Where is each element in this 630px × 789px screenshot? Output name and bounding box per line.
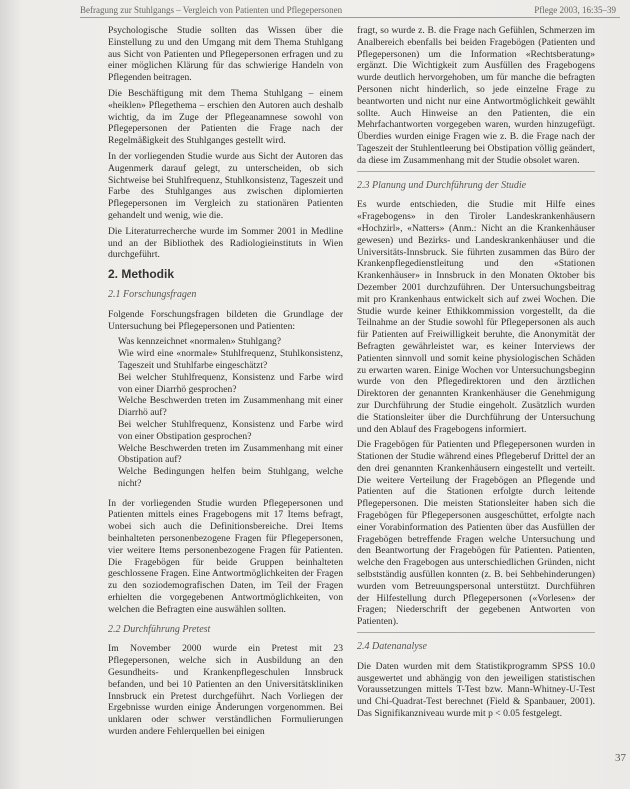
page-number: 37 (615, 752, 626, 764)
distribution-paragraph: Die Fragebögen für Patienten und Pflegepersonen wurden in Stationen der Studie während eines Pflegeberuf Drittel der an den drei genannten Krankenhäusern eingestellt und verteilt. Die weitere Verteilung der Fragebögen an Pflegende und Patienten auf die Stationen erfolgte durch leitende Pflegepersonen. Die meisten Stationsleiter haben sich die Fragebögen für Pflegepersonen ausgeschüttet, erfolgte nach einer Vorabinformation des Patienten über das Ausfüllen der Fragebögen betreffende Fragen welche Untersuchung und den Beantwortung der Fragebögen für Patienten. Patienten, welche den Fragebogen aus unterschiedlichen Gründen, nicht selbstständig ausfüllen konnten (z. B. bei Sehbehinderungen) wurden vom Betreuungspersonal unterstützt. Durchführen der Hilfestellung durch Pflegepersonen («Vorlesen» der Fragen; Niederschrift der gegebenen Antworten von Patienten). (357, 439, 595, 628)
research-question: Welche Bedingungen helfen beim Stuhlgang, welche nicht? (118, 466, 343, 489)
continuation-paragraph: fragt, so wurde z. B. die Frage nach Gefühlen, Schmerzen im Analbereich ebenfalls bei beiden Fragebögen (Patienten und Pflegepersonen) um die Information «Rechtsberatung» ergänzt. Die Wichtigkeit zum Ausfüllen des Fragebogens wurde deutlich hervorgehoben, um für manche die befragten Personen nicht hinderlich, so jede einzelne Frage zu beantworten und nicht nur eine Antwortmöglichkeit gewählt sollte. Auch Hinweise an den Patienten, die ein Mehrfachantworten vorgegeben waren, wurden hinzugefügt. Überdies wurden einige Fragen wie z. B. die Frage nach der Tageszeit der Stuhlentleerung bei Obstipation völlig geändert, da diese im Zusammenhang mit der Studie obsolet waren. (357, 25, 595, 166)
header-rule (80, 17, 620, 18)
running-head-title: Befragung zur Stuhlgangs – Vergleich von Patienten und Pflegepersonen (80, 5, 343, 15)
intro-paragraph: Psychologische Studie sollten das Wissen über die Einstellung zu und den Umgang mit dem Thema Stuhlgang aus Sicht von Patienten und Pflegepersonen erfragen und zu einer möglichen Klärung für das schwierige Handeln von Pflegenden beitragen. (108, 25, 343, 84)
research-question: Wie wird eine «normale» Stuhlfrequenz, Stuhlkonsistenz, Tageszeit und Stuhlfarbe eingeschätzt? (118, 348, 343, 371)
running-head (80, 2, 620, 18)
section-divider (357, 632, 595, 633)
subsection-heading-forschungsfragen: 2.1 Forschungsfragen (108, 288, 197, 300)
subsection-heading-datenanalyse: 2.4 Datenanalyse (357, 641, 427, 653)
planning-paragraph: Es wurde entschieden, die Studie mit Hilfe eines «Fragebogens» in den Tiroler Landeskrankenhäusern «Hochzirl», «Natters» (Anm.: Nicht an die Krankenhäuser gewesen) und Bezirks- und Landeskrankenhäuser und die Universitäts-Innsbruck. Sie führten zusammen das Büro der Krankenpflegedienstleitung und den «Stationen Krankenhäuser» in Innsbruck in den Monaten Oktober bis Dezember 2001 durchzuführen. Der Untersuchungsbeitrag mit pro Krankenhaus entwickelt sich auf zwei Wochen. Die Studie wurde keiner Ethikkommission vorgestellt, da die Teilnahme an der Studie sowohl für Pflegepersonen als auch für Patienten auf Freiwilligkeit beruhte, die Anonymität der Befragten gewährleistet war, es keiner Interviews der Patienten sinnvoll und somit keine physiologischen Schäden zu erwarten waren. Einige Wochen vor Untersuchungsbeginn wurde von den Pflegedirektoren und den ärztlichen Direktoren der genannten Krankenhäuser die Genehmigung zur Durchführung der Studie eingeholt. Zusätzlich wurden die Stationsleiter über die Durchführung der Untersuchung und den Ablauf des Fragebogens informiert. (357, 199, 595, 435)
research-question: Bei welcher Stuhlfrequenz, Konsistenz und Farbe wird von einer Obstipation gesprochen? (118, 418, 343, 442)
forschungsfragen-intro: Folgende Forschungsfragen bildeten die Grundlage der Untersuchung bei Pflegepersonen und Patienten: (108, 308, 343, 332)
research-question: Welche Beschwerden treten im Zusammenhang mit einer Diarrhö auf? (118, 395, 343, 419)
left-column (108, 25, 343, 742)
analysis-paragraph: Die Daten wurden mit dem Statistikprogramm SPSS 10.0 ausgewertet und abhängig von den jeweiligen statistischen Voraussetzungen mittels T-Test bzw. Mann-Whitney-U-Test und Chi-Quadrat-Test berechnet (Field & Spanbauer, 2001). Das Signifikanzniveau wurde mit p < 0.05 festgelegt. (357, 660, 595, 720)
subsection-heading-pretest: 2.2 Durchführung Pretest (108, 623, 211, 635)
intro-paragraph: Die Literaturrecherche wurde im Sommer 2001 in Medline und an der Bibliothek des Radiologieinstituts in Wien durchgeführt. (108, 225, 343, 261)
research-question: Was kennzeichnet «normalen» Stuhlgang? (118, 336, 282, 348)
section-heading-methodik: 2. Methodik (108, 267, 175, 282)
right-column (357, 25, 595, 724)
research-question: Welche Beschwerden treten im Zusammenhang mit einer Obstipation auf? (118, 442, 343, 466)
intro-paragraph: In der vorliegenden Studie wurde aus Sicht der Autoren das Augenmerk darauf gelegt, zu unterscheiden, ob sich Sichtweise bei Stuhlfrequenz, Stuhlkonsistenz, Tageszeit und Farbe des Stuhlganges aus zwischen diplomierten Pflegepersonen im Vergleich zu stationären Patienten gehandelt und wenig, wie die. (108, 150, 343, 221)
section-divider (357, 171, 595, 172)
pretest-paragraph: Im November 2000 wurde ein Pretest mit 23 Pflegepersonen, welche sich in Ausbildung an den Gesundheits- und Krankenpflegeschulen Innsbruck befanden, und bei 10 Patienten an den Universitätskliniken Innsbruck ein Pretest durchgeführt. Nach Vorliegen der Ergebnisse wurden einige Änderungen vorgenommen. Bei unklaren oder schwer verständlichen Formulierungen wurden andere Fehlerquellen bei einigen (108, 643, 343, 738)
subsection-heading-planung: 2.3 Planung und Durchführung der Studie (357, 179, 527, 191)
running-head-journal: Pflege 2003, 16:35–39 (534, 5, 616, 15)
methods-paragraph: In der vorliegenden Studie wurden Pflegepersonen und Patienten mittels eines Fragebogens mit 17 Items befragt, wobei sich auch die Definitionsbereiche. Drei Items beinhalteten personenbezogene Fragen für Pflegepersonen, vier weitere Items personenbezogene Fragen für Patienten. Die Fragebögen für beide Gruppen beinhalteten geschlossene Fragen. Eine Antwortmöglichkeiten der Fragen zu den soziodemografischen Daten, im Teil der Fragen erhielten die vorgegebenen Antwortmöglichkeiten, von welchen die Befragten eine auswählen sollten. (108, 497, 343, 615)
intro-paragraph: Die Beschäftigung mit dem Thema Stuhlgang – einem «heiklen» Pflegethema – erschien den Autoren auch deshalb wichtig, da im Zuge der Pflegeanamnese sowohl von Pflegepersonen der Patienten die Frage nach der Regelmäßigkeit des Stuhlganges gestellt wird. (108, 87, 343, 147)
research-question: Bei welcher Stuhlfrequenz, Konsistenz und Farbe wird von einer Diarrhö gesprochen? (118, 371, 343, 395)
